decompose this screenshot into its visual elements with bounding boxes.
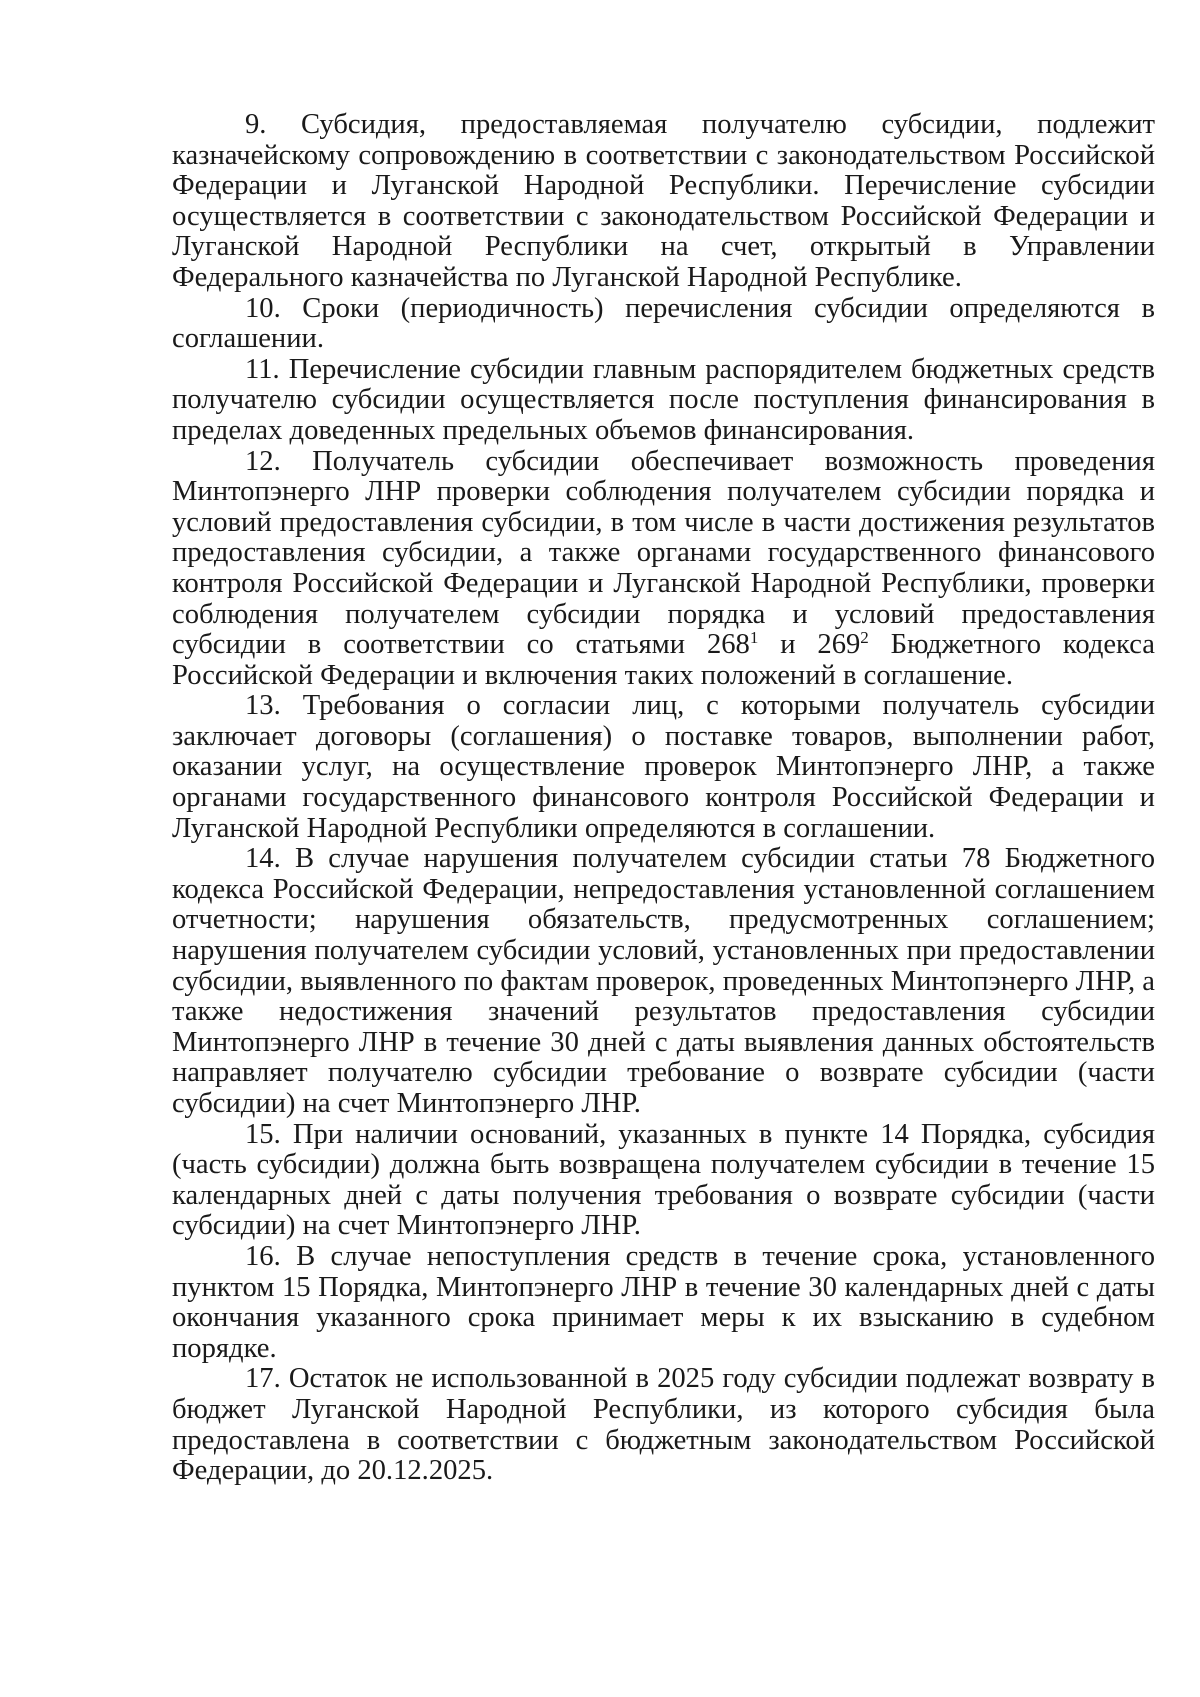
paragraph-12-text-part2: и 269	[758, 629, 861, 661]
footnote-superscript-1: 1	[749, 628, 759, 648]
paragraph-11: 11. Перечисление субсидии главным распорядителем бюджетных средств получателю субсидии осуществляется после поступления финансирования в пределах доведенных предельных объемов финансирования.	[172, 353, 1155, 446]
paragraph-12	[172, 447, 1155, 692]
paragraph-16: 16. В случае непоступления средств в течение срока, установленного пунктом 15 Порядка, Минтопэнерго ЛНР в течение 30 календарных дней с даты окончания указанного срока принимает меры к их взысканию в судебном порядке.	[172, 1240, 1155, 1364]
paragraph-9: 9. Субсидия, предоставляемая получателю субсидии, подлежит казначейскому сопровождению в соответствии с законодательством Российской Федерации и Луганской Народной Республики. Перечисление субсидии осуществляется в соответствии с законодательством Российской Федерации и Луганской Народной Республики на счет, открытый в Управлении Федерального казначейства по Луганской Народной Республике.	[172, 109, 1155, 293]
paragraph-12-text-part1: 12. Получатель субсидии обеспечивает возможность проведения Минтопэнерго ЛНР проверки соблюдения получателем субсидии порядка и условий предоставления субсидии, в том числе в части достижения результатов предоставления субсидии, а также органами государственного финансового контроля Российской Федерации и Луганской Народной Республики, проверки соблюдения получателем субсидии порядка и условий предоставления субсидии в соответствии со статьями 268	[172, 445, 1155, 661]
paragraph-12-text-part3: Бюджетного кодекса Российской Федерации и включения таких положений в соглашение.	[172, 629, 1155, 691]
paragraph-15: 15. При наличии оснований, указанных в пункте 14 Порядка, субсидия (часть субсидии) должна быть возвращена получателем субсидии в течение 15 календарных дней с даты получения требования о возврате субсидии (части субсидии) на счет Минтопэнерго ЛНР.	[172, 1118, 1155, 1242]
paragraph-13: 13. Требования о согласии лиц, с которыми получатель субсидии заключает договоры (соглашения) о поставке товаров, выполнении работ, оказании услуг, на осуществление проверок Минтопэнерго ЛНР, а также органами государственного финансового контроля Российской Федерации и Луганской Народной Республики определяются в соглашении.	[172, 690, 1155, 844]
paragraph-17: 17. Остаток не использованной в 2025 году субсидии подлежат возврату в бюджет Луганской Народной Республики, из которого субсидия была предоставлена в соответствии с бюджетным законодательством Российской Федерации, до 20.12.2025.	[172, 1363, 1155, 1487]
paragraph-10: 10. Сроки (периодичность) перечисления субсидии определяются в соглашении.	[172, 292, 1155, 355]
document-page	[172, 110, 1155, 1487]
footnote-superscript-2: 2	[860, 628, 869, 648]
paragraph-14: 14. В случае нарушения получателем субсидии статьи 78 Бюджетного кодекса Российской Федерации, непредоставления установленной соглашением отчетности; нарушения обязательств, предусмотренных соглашением; нарушения получателем субсидии условий, установленных при предоставлении субсидии, выявленного по фактам проверок, проведенных Минтопэнерго ЛНР, а также недостижения значений результатов предоставления субсидии Минтопэнерго ЛНР в течение 30 дней с даты выявления данных обстоятельств направляет получателю субсидии требование о возврате субсидии (части субсидии) на счет Минтопэнерго ЛНР.	[172, 843, 1155, 1119]
